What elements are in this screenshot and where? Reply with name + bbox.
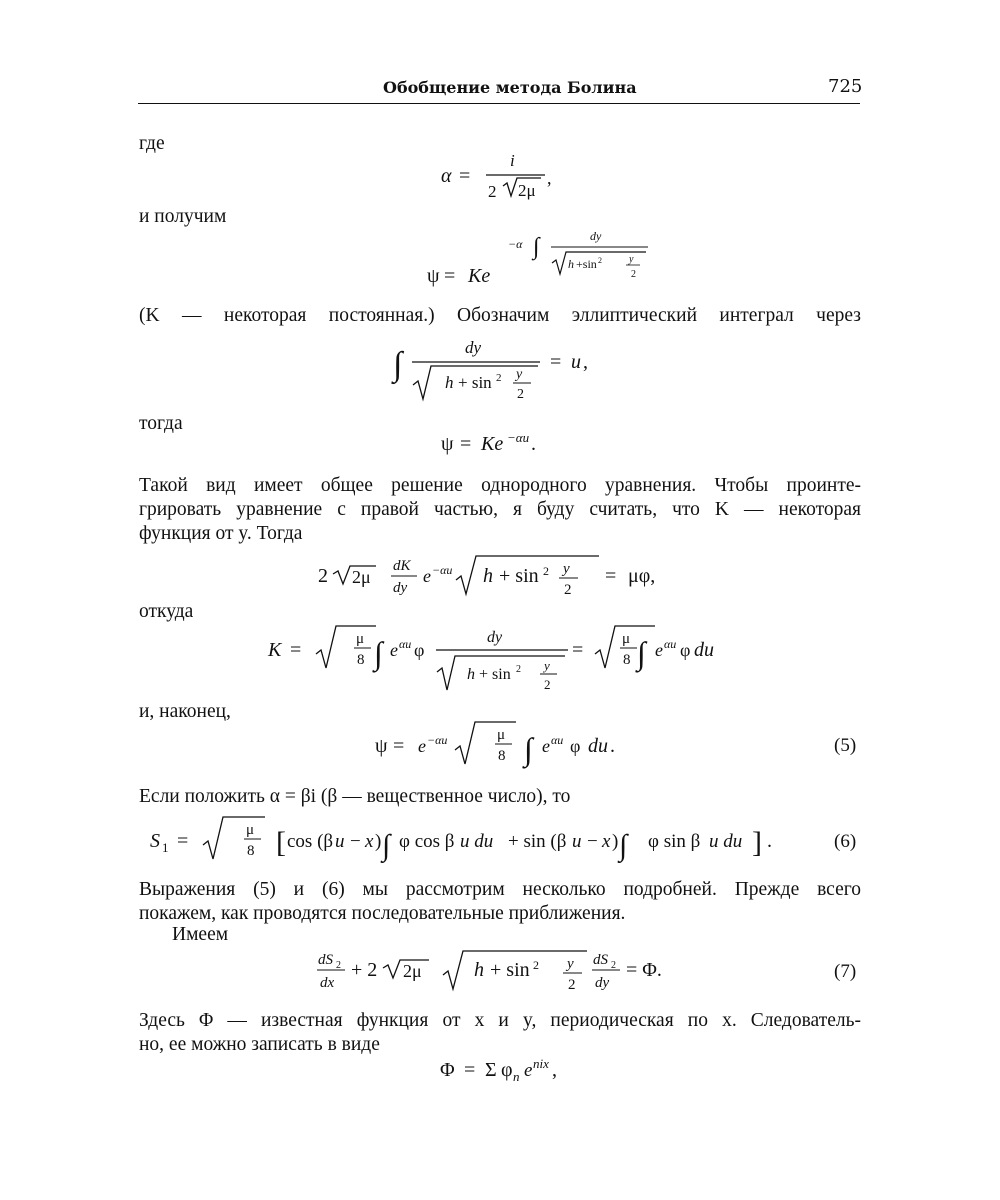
svg-text:e: e: [524, 1060, 533, 1081]
svg-text:dK: dK: [393, 558, 411, 574]
svg-text:Σ: Σ: [485, 1059, 497, 1081]
svg-text:2: 2: [496, 372, 502, 384]
svg-text:∫: ∫: [374, 635, 383, 671]
svg-text:): ): [375, 831, 382, 852]
equation-alpha: [441, 151, 552, 201]
svg-text:dx: dx: [320, 975, 335, 991]
svg-text:φ: φ: [501, 1059, 513, 1081]
equation-number-6: (6): [834, 831, 857, 852]
svg-text:dS: dS: [318, 952, 333, 968]
svg-text:=: =: [460, 433, 472, 455]
svg-text:y: y: [629, 254, 634, 265]
svg-text:dy: dy: [590, 229, 602, 243]
svg-text:dy: dy: [487, 629, 503, 646]
svg-text:2: 2: [336, 960, 341, 971]
svg-text:K: K: [268, 639, 282, 661]
svg-text:u du: u du: [460, 831, 494, 852]
svg-text:−αu: −αu: [432, 563, 453, 577]
svg-text:2: 2: [533, 958, 539, 972]
svg-text:8: 8: [498, 748, 506, 764]
svg-text:ψ: ψ: [427, 265, 440, 287]
svg-text:∫: ∫: [524, 731, 533, 767]
svg-text:u: u: [335, 831, 345, 852]
svg-text:.: .: [531, 433, 536, 455]
svg-text:= Φ.: = Φ.: [626, 959, 662, 981]
svg-text:=: =: [459, 165, 471, 187]
paragraph-elliptic-integral: (K — некоторая постоянная.) Обозначим эллиптический интеграл через: [139, 305, 861, 326]
svg-text:h: h: [568, 257, 574, 271]
svg-text:ψ: ψ: [441, 433, 454, 455]
svg-text:2: 2: [543, 564, 549, 578]
svg-text:+ 2: + 2: [351, 959, 378, 981]
svg-text:∫: ∫: [619, 829, 628, 862]
svg-text:−: −: [350, 831, 361, 852]
equation-k-solution: [267, 626, 714, 692]
svg-text:=: =: [393, 735, 405, 757]
svg-text:8: 8: [623, 652, 631, 668]
equation-elliptic-integral-u: [391, 338, 588, 402]
svg-text:μ: μ: [356, 631, 365, 647]
paragraph-general-solution-line2: грировать уравнение с правой частью, я буду считать, что K — некоторая: [139, 499, 861, 520]
paragraph-general-solution-line1: Такой вид имеет общее решение однородного уравнения. Чтобы проинте-: [139, 475, 861, 496]
svg-text:=: =: [605, 565, 617, 587]
svg-text:du: du: [694, 639, 714, 661]
equation-dk-dy: [318, 556, 655, 598]
svg-text:e: e: [390, 640, 398, 660]
svg-text:y: y: [563, 561, 570, 577]
svg-text:φ: φ: [570, 736, 581, 756]
svg-text:x: x: [365, 831, 374, 852]
svg-text:μ: μ: [622, 631, 631, 647]
svg-text:φ cos β: φ cos β: [399, 831, 455, 852]
svg-text:8: 8: [247, 843, 255, 859]
svg-text:e: e: [655, 640, 663, 660]
svg-text:.: .: [767, 830, 772, 852]
svg-text:=: =: [572, 639, 584, 661]
svg-text:φ: φ: [414, 640, 425, 660]
svg-text:αu: αu: [551, 733, 564, 747]
svg-text:μφ,: μφ,: [628, 565, 656, 587]
svg-text:∫: ∫: [533, 234, 540, 260]
svg-text:1: 1: [162, 840, 169, 855]
paragraph-then: тогда: [139, 413, 183, 434]
paragraph-finally: и, наконец,: [139, 701, 231, 722]
svg-text:2: 2: [598, 256, 602, 265]
svg-text:y: y: [567, 956, 574, 972]
svg-text:+ sin: + sin: [479, 666, 511, 683]
svg-text:+ sin: + sin: [458, 373, 492, 392]
svg-text:−α: −α: [508, 237, 523, 251]
svg-text:2: 2: [611, 960, 616, 971]
svg-text:−: −: [587, 831, 598, 852]
svg-text:μ: μ: [246, 822, 255, 838]
paragraph-set-alpha: Если положить α = βi (β — вещественное число), то: [139, 786, 571, 807]
svg-text:∫: ∫: [382, 829, 391, 862]
equation-6: [150, 817, 772, 864]
svg-text:h: h: [483, 565, 493, 587]
paragraph-and-get: и получим: [139, 206, 227, 227]
svg-text:e: e: [418, 736, 426, 756]
svg-text:u: u: [571, 351, 581, 373]
svg-text:+ sin: + sin: [490, 959, 530, 981]
svg-text:=: =: [444, 265, 456, 287]
equation-psi-exponential-integral: [427, 229, 648, 287]
svg-text:nix: nix: [533, 1056, 549, 1071]
svg-text:y: y: [544, 658, 550, 673]
svg-text:8: 8: [357, 652, 365, 668]
paragraph-where: где: [139, 133, 165, 154]
svg-text:∫: ∫: [393, 346, 403, 383]
svg-text:2μ: 2μ: [352, 567, 371, 587]
svg-text:dy: dy: [595, 975, 610, 991]
svg-text:αu: αu: [664, 637, 677, 651]
svg-text:2: 2: [568, 977, 576, 993]
svg-text:=: =: [290, 639, 302, 661]
svg-text:.: .: [610, 735, 615, 757]
paragraph-expressions-line1: Выражения (5) и (6) мы рассмотрим несколько подробней. Прежде всего: [139, 879, 861, 900]
svg-text:dy: dy: [465, 338, 482, 357]
svg-text:y: y: [516, 367, 523, 382]
svg-text:h: h: [445, 373, 454, 392]
svg-text:−αu: −αu: [507, 430, 530, 445]
svg-text:2: 2: [544, 677, 551, 692]
svg-text:,: ,: [583, 351, 588, 373]
svg-text:α: α: [441, 165, 452, 187]
svg-text:x: x: [602, 831, 611, 852]
svg-text:+sin: +sin: [576, 257, 597, 271]
equation-5: [375, 722, 615, 769]
paragraph-here-phi-line2: но, ее можно записать в виде: [139, 1034, 380, 1055]
svg-text:): ): [612, 831, 619, 852]
paragraph-here-phi-line1: Здесь Φ — известная функция от x и y, периодическая по x. Следователь-: [139, 1010, 861, 1031]
paragraph-expressions-line2: покажем, как проводятся последовательные приближения.: [139, 903, 626, 924]
equation-phi-series: [440, 1056, 557, 1084]
svg-text:S: S: [150, 830, 160, 852]
equation-number-7: (7): [834, 961, 857, 982]
svg-text:u: u: [572, 831, 582, 852]
svg-text:∫: ∫: [637, 635, 646, 671]
svg-text:cos (β: cos (β: [287, 831, 334, 852]
svg-text:φ sin β: φ sin β: [648, 831, 701, 852]
svg-text:ψ: ψ: [375, 735, 388, 757]
svg-text:h: h: [474, 959, 484, 981]
svg-text:=: =: [177, 830, 189, 852]
svg-text:2: 2: [564, 582, 572, 598]
svg-text:e: e: [542, 736, 550, 756]
svg-text:e: e: [423, 566, 431, 586]
svg-text:2: 2: [631, 269, 636, 280]
equation-number-5: (5): [834, 735, 857, 756]
svg-text:dS: dS: [593, 952, 608, 968]
svg-text:[: [: [276, 826, 286, 859]
svg-text:Ke: Ke: [481, 433, 504, 455]
svg-text:u du: u du: [709, 831, 743, 852]
svg-text:+ sin (β: + sin (β: [508, 831, 567, 852]
svg-text:,: ,: [547, 168, 552, 188]
svg-text:2μ: 2μ: [403, 961, 422, 981]
svg-text:−αu: −αu: [427, 733, 448, 747]
svg-text:2: 2: [516, 664, 521, 675]
svg-text:2μ: 2μ: [518, 181, 536, 200]
svg-text:2: 2: [318, 565, 328, 587]
svg-text:]: ]: [752, 826, 762, 859]
paragraph-we-have: Имеем: [172, 924, 229, 945]
equation-psi-homogeneous: [441, 430, 536, 455]
svg-text:2: 2: [488, 182, 497, 201]
paragraph-whence: откуда: [139, 601, 194, 622]
svg-text:=: =: [464, 1059, 476, 1081]
svg-text:=: =: [550, 351, 562, 373]
svg-text:μ: μ: [497, 727, 506, 743]
running-header-title: Обобщение метода Болина: [383, 78, 637, 97]
svg-text:αu: αu: [399, 637, 412, 651]
svg-text:dy: dy: [393, 580, 408, 596]
paragraph-general-solution-line3: функция от y. Тогда: [139, 523, 303, 544]
svg-text:φ: φ: [680, 640, 691, 660]
svg-text:2: 2: [517, 387, 524, 402]
svg-text:Ke: Ke: [468, 265, 491, 287]
svg-text:,: ,: [552, 1059, 557, 1081]
svg-text:h: h: [467, 666, 475, 683]
svg-text:du: du: [588, 735, 608, 757]
svg-text:+ sin: + sin: [499, 565, 539, 587]
svg-text:Φ: Φ: [440, 1059, 455, 1081]
equation-7: [317, 951, 662, 993]
svg-text:n: n: [513, 1069, 520, 1084]
page-number: 725: [828, 76, 863, 97]
svg-text:i: i: [510, 151, 515, 170]
